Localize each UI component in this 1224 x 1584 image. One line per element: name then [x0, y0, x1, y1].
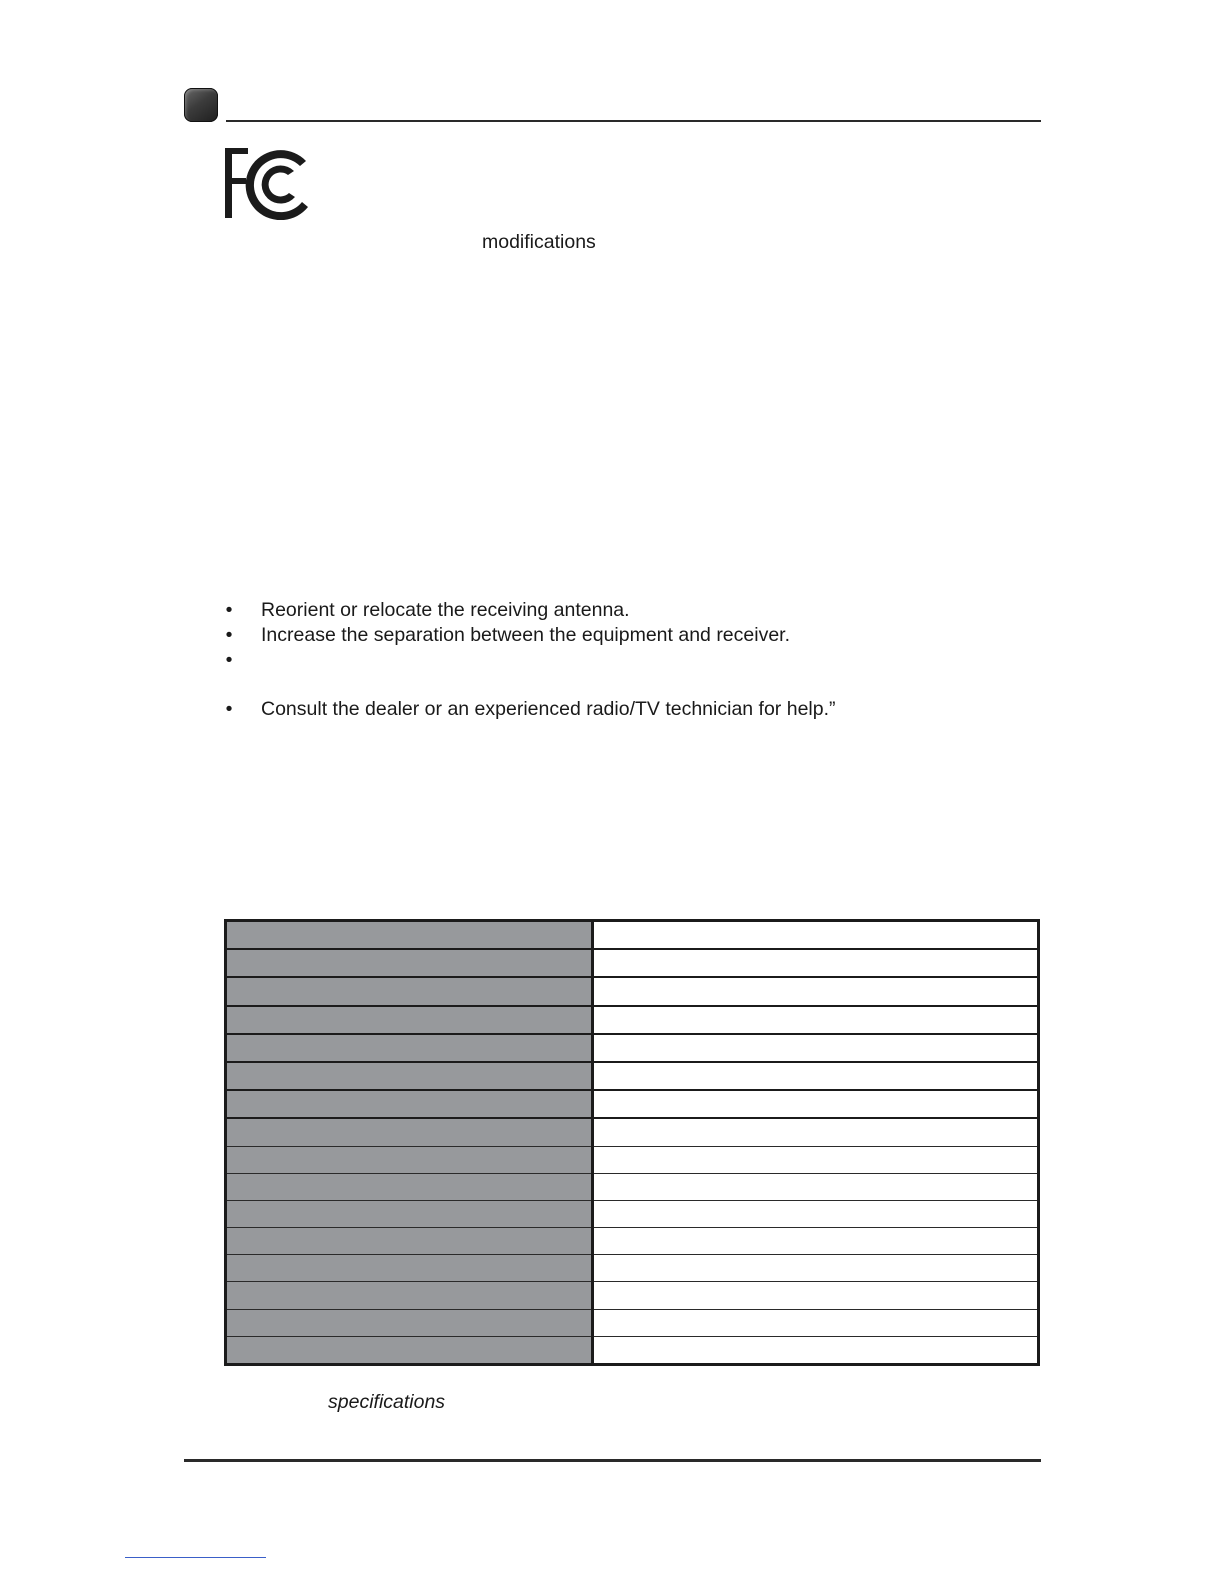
fcc-logo-inner-c: [262, 166, 295, 204]
spec-value-cell: [593, 1228, 1039, 1255]
spec-label-cell: [226, 1336, 593, 1364]
table-row: [226, 1034, 1039, 1062]
spec-value-cell: [593, 1062, 1039, 1090]
section-tab-icon: [184, 88, 218, 122]
spec-value-cell: [593, 1255, 1039, 1282]
bullet-marker: •: [225, 698, 233, 720]
footer-divider: [184, 1459, 1041, 1462]
spec-value-cell: [593, 1090, 1039, 1118]
spec-value-cell: [593, 1282, 1039, 1309]
bullet-marker: •: [225, 599, 233, 621]
spec-label-cell: [226, 1034, 593, 1062]
table-row: [226, 1062, 1039, 1090]
link-underline: [125, 1557, 266, 1558]
table-row: [226, 1282, 1039, 1309]
table-row: [226, 1118, 1039, 1146]
spec-label-cell: [226, 1309, 593, 1336]
spec-value-cell: [593, 1146, 1039, 1173]
spec-label-cell: [226, 1006, 593, 1034]
spec-value-cell: [593, 1006, 1039, 1034]
spec-label-cell: [226, 921, 593, 950]
bullet-marker: •: [225, 624, 233, 646]
table-row: [226, 1309, 1039, 1336]
table-row: [226, 1255, 1039, 1282]
spec-value-cell: [593, 977, 1039, 1005]
table-row: [226, 1173, 1039, 1200]
table-row: [226, 1228, 1039, 1255]
spec-label-cell: [226, 1228, 593, 1255]
spec-value-cell: [593, 1309, 1039, 1336]
modifications-fragment: modifications: [482, 231, 596, 253]
table-row: [226, 949, 1039, 977]
list-item-text: Reorient or relocate the receiving antenna.: [261, 599, 630, 621]
spec-label-cell: [226, 1146, 593, 1173]
spec-value-cell: [593, 1118, 1039, 1146]
spec-label-cell: [226, 1090, 593, 1118]
specifications-fragment: specifications: [328, 1391, 446, 1413]
bullet-marker: •: [225, 649, 233, 671]
spec-label-cell: [226, 1173, 593, 1200]
spec-label-cell: [226, 977, 593, 1005]
list-item-text: Consult the dealer or an experienced radio/TV technician for help.”: [261, 698, 836, 720]
spec-label-cell: [226, 1118, 593, 1146]
fcc-logo-icon: [222, 145, 314, 220]
spec-label-cell: [226, 949, 593, 977]
fcc-logo-f-glyph: [225, 148, 248, 218]
table-row: [226, 1200, 1039, 1227]
spec-label-cell: [226, 1062, 593, 1090]
spec-value-cell: [593, 949, 1039, 977]
header-divider: [226, 120, 1041, 122]
spec-value-cell: [593, 921, 1039, 950]
table-row: [226, 1090, 1039, 1118]
spec-value-cell: [593, 1200, 1039, 1227]
table-row: [226, 1146, 1039, 1173]
fcc-logo-outer-c: [246, 150, 308, 220]
list-item-text: Increase the separation between the equipment and receiver.: [261, 624, 791, 646]
spec-value-cell: [593, 1173, 1039, 1200]
table-row: [226, 1336, 1039, 1364]
spec-value-cell: [593, 1336, 1039, 1364]
table-row: [226, 921, 1039, 950]
spec-value-cell: [593, 1034, 1039, 1062]
specifications-table: [224, 919, 1040, 1366]
table-row: [226, 1006, 1039, 1034]
spec-label-cell: [226, 1282, 593, 1309]
spec-label-cell: [226, 1200, 593, 1227]
spec-label-cell: [226, 1255, 593, 1282]
table-row: [226, 977, 1039, 1005]
